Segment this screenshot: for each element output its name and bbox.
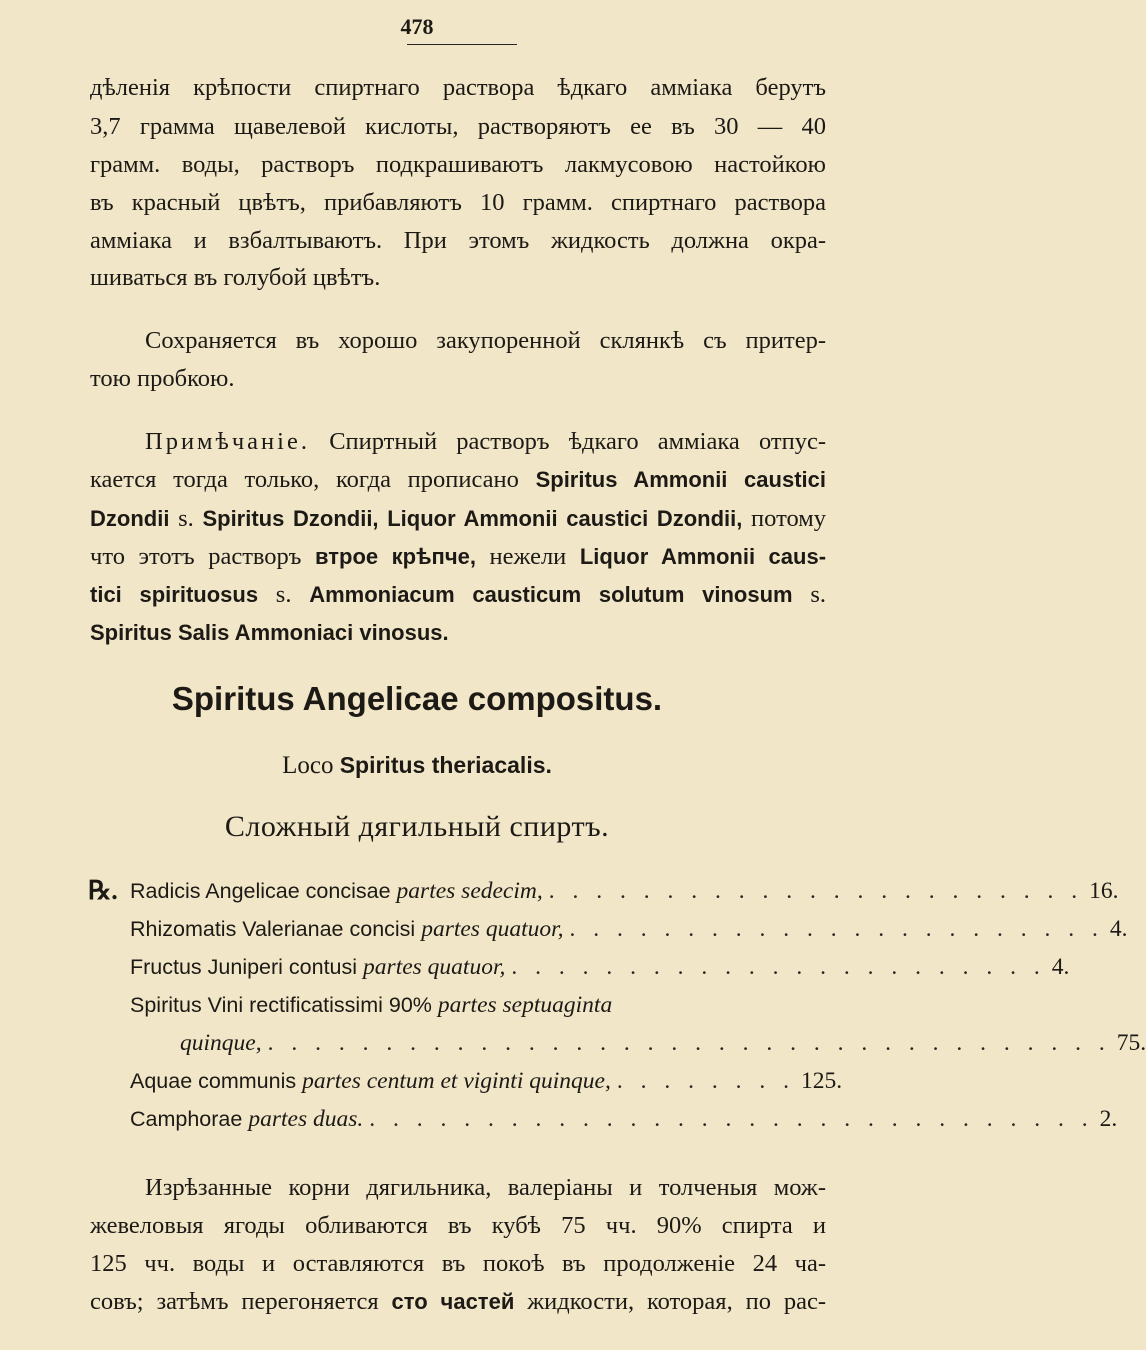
recipe-item xyxy=(130,992,825,1028)
text-line: дѣленія крѣпости спиртнаго раствора ѣдкаго амміака берутъ xyxy=(90,74,826,101)
text-line xyxy=(90,615,826,651)
text-line: въ красный цвѣтъ, прибавляютъ 10 грамм. спиртнаго раствора xyxy=(90,189,826,216)
recipe-item xyxy=(130,954,1070,990)
leader-dots: . . . . . . . . xyxy=(616,1068,795,1094)
text-span: s. xyxy=(178,505,194,532)
text-span: Спиртный растворъ ѣдкаго амміака отпус- xyxy=(329,428,826,455)
leader-dots: . . . . . . . . . . . . . . . . . . . . . . . xyxy=(569,916,1104,942)
subtitle-prefix: Loco xyxy=(282,752,334,779)
text-line: Изрѣзанные корни дягильника, валеріаны и толченыя мож- xyxy=(145,1174,826,1201)
latin-term: Spiritus Salis Ammoniaci vinosus. xyxy=(90,620,449,645)
text-span: жидкости, которая, по рас- xyxy=(527,1288,826,1315)
text-line xyxy=(90,501,826,537)
ingredient-name: Spiritus Vini rectificatissimi 90% xyxy=(130,993,432,1017)
latin-term: Ammoniacum causticum solutum vinosum xyxy=(309,582,793,607)
subtitle-term: Spiritus theriacalis. xyxy=(339,752,552,778)
note-label: Примѣчаніе. xyxy=(145,428,310,455)
text-line: амміака и взбалтываютъ. При этомъ жидкость должна окра- xyxy=(90,227,826,254)
ingredient-amount-text: partes sedecim, xyxy=(396,878,543,904)
latin-term: Spiritus Dzondii, xyxy=(202,506,379,531)
text-span: что этотъ растворъ xyxy=(90,543,302,570)
recipe-item xyxy=(130,878,1119,914)
ingredient-amount-text: partes duas. xyxy=(248,1106,364,1132)
ingredient-name: Fructus Juniperi contusi xyxy=(130,955,358,979)
section-subtitle xyxy=(0,752,834,780)
ingredient-qty: 75. xyxy=(1116,1030,1146,1056)
page-number-rule xyxy=(407,44,517,45)
latin-term: Liquor Ammonii caustici Dzondii, xyxy=(387,506,743,531)
latin-term: tici spirituosus xyxy=(90,582,259,607)
text-line: 125 чч. воды и оставляются въ покоѣ въ продолженіе 24 ча- xyxy=(90,1250,826,1277)
ingredient-amount-text: partes quatuor, xyxy=(421,916,564,942)
ingredient-qty: 2. xyxy=(1099,1106,1118,1132)
rx-symbol: ℞. xyxy=(88,876,118,905)
ingredient-qty: 4. xyxy=(1051,954,1070,980)
ingredient-qty: 4. xyxy=(1109,916,1128,942)
emphasis: втрое крѣпче, xyxy=(315,544,476,569)
latin-term: Spiritus Ammonii caustici xyxy=(535,467,826,492)
leader-dots: . . . . . . . . . . . . . . . . . . . . . . . xyxy=(511,954,1046,980)
ingredient-amount-text: quinque, xyxy=(180,1030,262,1056)
russian-title: Сложный дягильный спиртъ. xyxy=(224,810,610,843)
text-span: s. xyxy=(275,581,292,608)
recipe-item xyxy=(130,1106,1118,1142)
leader-dots: . . . . . . . . . . . . . . . . . . . . . . . xyxy=(548,878,1084,904)
ingredient-name: Aquae communis xyxy=(130,1069,297,1093)
text-span: кается тогда только, когда прописано xyxy=(90,466,519,493)
ingredient-amount-text: partes septuaginta xyxy=(437,992,613,1018)
ingredient-name: Camphorae xyxy=(130,1107,243,1131)
recipe-item xyxy=(130,1068,843,1104)
text-line: 3,7 грамма щавелевой кислоты, растворяютъ ее въ 30 — 40 xyxy=(90,113,826,140)
note-line xyxy=(145,424,826,460)
text-line xyxy=(90,577,826,613)
text-line xyxy=(90,1284,826,1320)
ingredient-qty: 125. xyxy=(800,1068,843,1094)
latin-term: Dzondii xyxy=(90,506,170,531)
recipe-item-continuation xyxy=(180,1030,1146,1066)
leader-dots: . . . . . . . . . . . . . . . . . . . . . . . . . . . . . . . xyxy=(369,1106,1094,1132)
section-title: Spiritus Angelicae compositus. xyxy=(171,680,663,717)
emphasis: сто частей xyxy=(391,1289,515,1314)
ingredient-name: Radicis Angelicae concisae xyxy=(130,879,391,903)
text-line: грамм. воды, растворъ подкрашиваютъ лакмусовою настойкою xyxy=(90,151,826,178)
ingredient-name: Rhizomatis Valerianae concisi xyxy=(130,917,416,941)
text-span: нежели xyxy=(489,543,567,570)
text-line: шиваться въ голубой цвѣтъ. xyxy=(90,264,381,291)
leader-dots: . . . . . . . . . . . . . . . . . . . . . . . . . . . . . . . . . . . . xyxy=(267,1030,1111,1056)
ingredient-amount-text: partes centum et viginti quinque, xyxy=(302,1068,611,1094)
text-line: Сохраняется въ хорошо закупоренной склянкѣ съ притер- xyxy=(145,327,826,354)
text-line: тою пробкою. xyxy=(90,365,235,392)
text-line xyxy=(90,539,826,575)
text-span: потому xyxy=(751,505,827,532)
page-number: 478 xyxy=(400,14,434,39)
text-span: совъ; затѣмъ перегоняется xyxy=(90,1288,379,1315)
ingredient-amount-text: partes quatuor, xyxy=(363,954,506,980)
ingredient-qty: 16. xyxy=(1089,878,1119,904)
latin-term: Liquor Ammonii caus- xyxy=(579,544,827,569)
recipe-item xyxy=(130,916,1128,952)
text-line: жевеловыя ягоды обливаются въ кубѣ 75 чч. 90% спирта и xyxy=(90,1212,826,1239)
text-line xyxy=(90,462,826,498)
text-span: s. xyxy=(810,581,826,608)
